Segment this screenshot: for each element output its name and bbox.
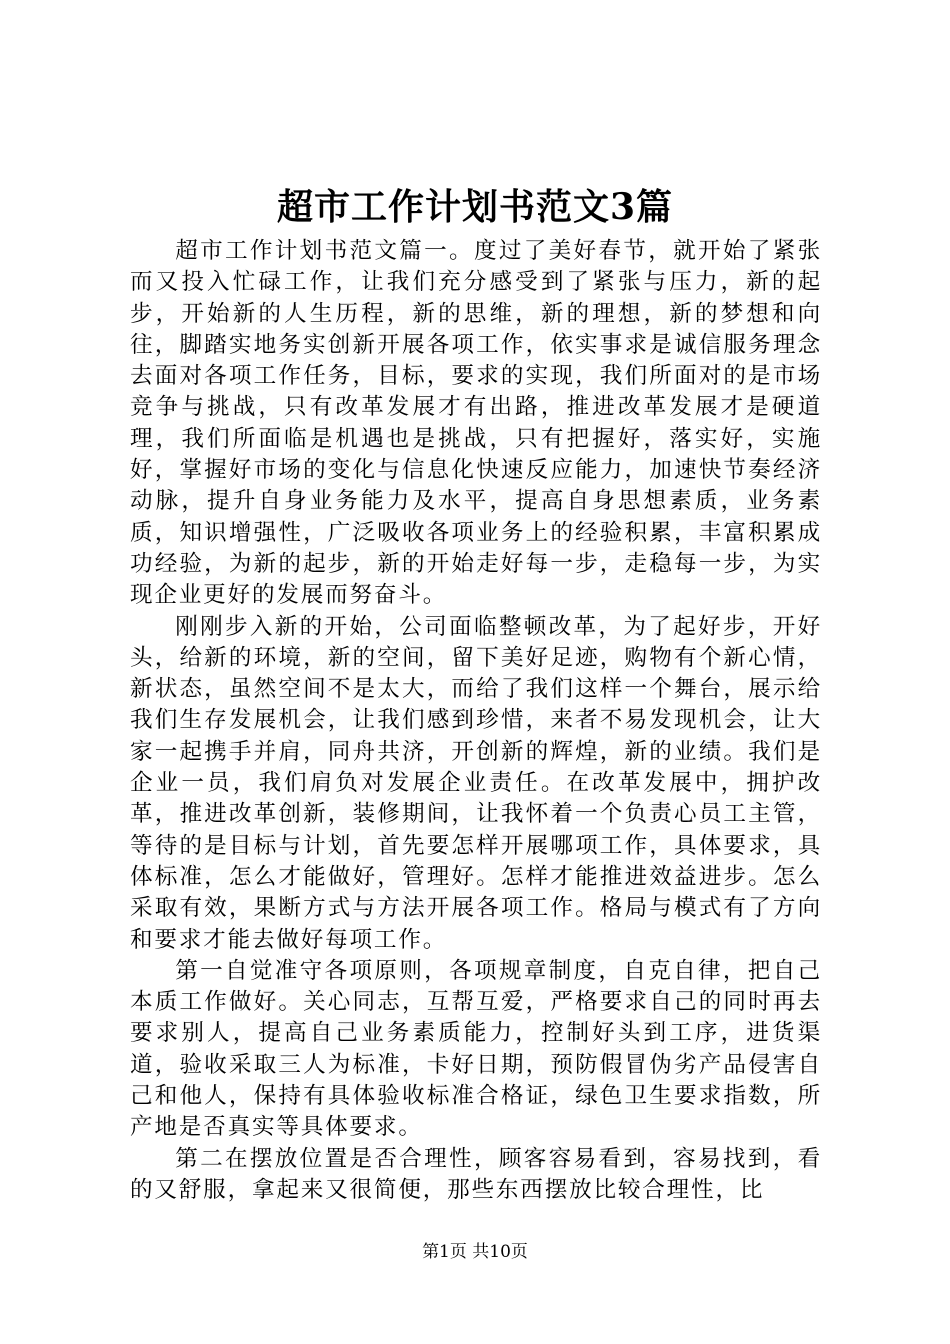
paragraph-4: 第二在摆放位置是否合理性，顾客容易看到，容易找到，看的又舒服，拿起来又很简便，那些东西摆放比较合理性，比 <box>130 1145 822 1203</box>
document-body <box>130 236 822 1206</box>
paragraph-2: 刚刚步入新的开始，公司面临整顿改革，为了起好步，开好头，给新的环境，新的空间，留下美好足迹，购物有个新心情，新状态，虽然空间不是太大，而给了我们这样一个舞台，展示给我们生存发展机会，让我们感到珍惜，来者不易发现机会，让大家一起携手并肩，同舟共济，开创新的辉煌，新的业绩。我们是企业一员，我们肩负对发展企业责任。在改革发展中，拥护改革，推进改革创新，装修期间，让我怀着一个负责心员工主管，等待的是目标与计划，首先要怎样开展哪项工作，具体要求，具体标准，怎么才能做好，管理好。怎样才能推进效益进步。怎么采取有效，果断方式与方法开展各项工作。格局与模式有了方向和要求才能去做好每项工作。 <box>130 613 822 953</box>
paragraph-1: 超市工作计划书范文篇一。度过了美好春节，就开始了紧张而又投入忙碌工作，让我们充分感受到了紧张与压力，新的起步，开始新的人生历程，新的思维，新的理想，新的梦想和向往，脚踏实地务实创新开展各项工作，依实事求是诚信服务理念去面对各项工作任务，目标，要求的实现，我们所面对的是市场竞争与挑战，只有改革发展才有出路，推进改革发展才是硬道理，我们所面临是机遇也是挑战，只有把握好，落实好，实施好，掌握好市场的变化与信息化快速反应能力，加速快节奏经济动脉，提升自身业务能力及水平，提高自身思想素质，业务素质，知识增强性，广泛吸收各项业务上的经验积累，丰富积累成功经验，为新的起步，新的开始走好每一步，走稳每一步，为实现企业更好的发展而努奋斗。 <box>130 238 822 609</box>
page-footer: 第1页 共10页 <box>422 1242 528 1262</box>
paragraph-3: 第一自觉准守各项原则，各项规章制度，自克自律，把自己本质工作做好。关心同志，互帮互爱，严格要求自己的同时再去要求别人，提高自己业务素质能力，控制好头到工序，进货渠道，验收采取三人为标准，卡好日期，预防假冒伪劣产品侵害自己和他人，保持有具体验收标准合格证，绿色卫生要求指数，所产地是否真实等具体要求。 <box>130 957 822 1141</box>
document-title: 超市工作计划书范文3篇 <box>276 186 674 228</box>
